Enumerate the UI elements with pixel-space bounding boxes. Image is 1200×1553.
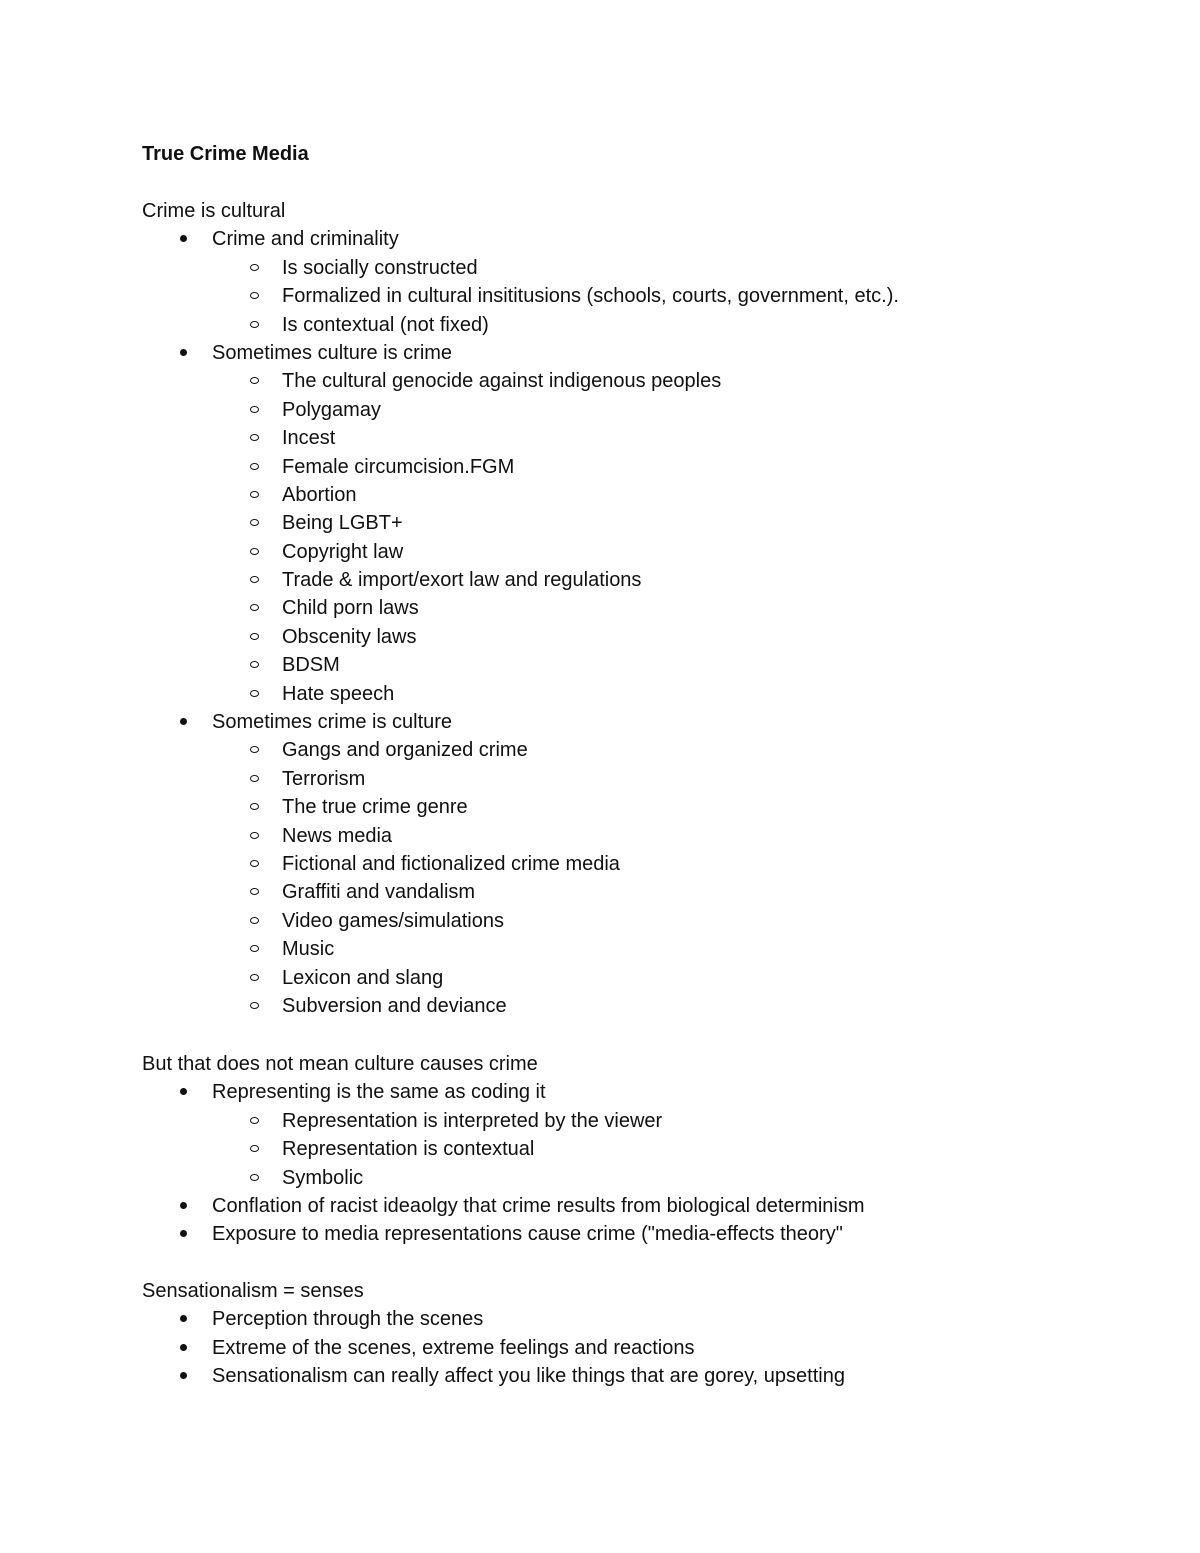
list-item: Is contextual (not fixed): [142, 311, 1142, 339]
circle-bullet-icon: [250, 321, 259, 328]
document-title: True Crime Media: [142, 143, 309, 165]
list-item: Copyright law: [142, 538, 1142, 566]
circle-bullet-icon: [250, 633, 259, 640]
list-item: Sometimes crime is culture: [142, 708, 1142, 736]
circle-bullet-icon: [250, 463, 259, 470]
list-item: Music: [142, 935, 1142, 963]
bullet-icon: [180, 1344, 187, 1351]
list-item: BDSM: [142, 651, 1142, 679]
list-item: Obscenity laws: [142, 623, 1142, 651]
circle-bullet-icon: [250, 434, 259, 441]
list-item: Video games/simulations: [142, 907, 1142, 935]
section-sensationalism: [142, 1277, 1142, 1391]
circle-bullet-icon: [250, 917, 259, 924]
list-item: Hate speech: [142, 680, 1142, 708]
section-heading: But that does not mean culture causes crime: [142, 1053, 538, 1075]
circle-bullet-icon: [250, 945, 259, 952]
section-heading: Sensationalism = senses: [142, 1280, 364, 1302]
bullet-icon: [180, 349, 187, 356]
list-item: Graffiti and vandalism: [142, 878, 1142, 906]
list-item: Crime and criminality: [142, 225, 1142, 253]
bullet-icon: [180, 1230, 187, 1237]
section-crime-is-cultural: [142, 197, 1142, 1020]
list-item: Representation is contextual: [142, 1135, 1142, 1163]
list-item: Is socially constructed: [142, 254, 1142, 282]
circle-bullet-icon: [250, 406, 259, 413]
circle-bullet-icon: [250, 548, 259, 555]
circle-bullet-icon: [250, 661, 259, 668]
circle-bullet-icon: [250, 292, 259, 299]
circle-bullet-icon: [250, 1145, 259, 1152]
bullet-icon: [180, 1372, 187, 1379]
list-item: Terrorism: [142, 765, 1142, 793]
circle-bullet-icon: [250, 775, 259, 782]
list-item: Sometimes culture is crime: [142, 339, 1142, 367]
circle-bullet-icon: [250, 1002, 259, 1009]
circle-bullet-icon: [250, 1174, 259, 1181]
circle-bullet-icon: [250, 377, 259, 384]
list-item: Perception through the scenes: [142, 1305, 1142, 1333]
circle-bullet-icon: [250, 746, 259, 753]
list-item: Sensationalism can really affect you like things that are gorey, upsetting: [142, 1362, 1142, 1390]
list-item: Abortion: [142, 481, 1142, 509]
circle-bullet-icon: [250, 832, 259, 839]
circle-bullet-icon: [250, 690, 259, 697]
circle-bullet-icon: [250, 803, 259, 810]
list-item: Lexicon and slang: [142, 964, 1142, 992]
list-item: Symbolic: [142, 1164, 1142, 1192]
list-item: News media: [142, 822, 1142, 850]
circle-bullet-icon: [250, 974, 259, 981]
list-item: Being LGBT+: [142, 509, 1142, 537]
circle-bullet-icon: [250, 888, 259, 895]
bullet-icon: [180, 1202, 187, 1209]
section-heading: Crime is cultural: [142, 200, 286, 222]
list-item: Fictional and fictionalized crime media: [142, 850, 1142, 878]
circle-bullet-icon: [250, 519, 259, 526]
bullet-icon: [180, 1088, 187, 1095]
circle-bullet-icon: [250, 576, 259, 583]
list-item: Incest: [142, 424, 1142, 452]
circle-bullet-icon: [250, 491, 259, 498]
bullet-icon: [180, 718, 187, 725]
circle-bullet-icon: [250, 1117, 259, 1124]
bullet-icon: [180, 235, 187, 242]
list-item: Representation is interpreted by the viewer: [142, 1107, 1142, 1135]
list-item: Trade & import/exort law and regulations: [142, 566, 1142, 594]
circle-bullet-icon: [250, 604, 259, 611]
section-culture-causes-crime: [142, 1050, 1142, 1249]
list-item: Formalized in cultural insititusions (schools, courts, government, etc.).: [142, 282, 1142, 310]
list-item: The cultural genocide against indigenous peoples: [142, 367, 1142, 395]
list-item: Extreme of the scenes, extreme feelings and reactions: [142, 1334, 1142, 1362]
circle-bullet-icon: [250, 860, 259, 867]
list-item: Representing is the same as coding it: [142, 1078, 1142, 1106]
list-item: The true crime genre: [142, 793, 1142, 821]
list-item: Exposure to media representations cause crime ("media-effects theory": [142, 1220, 1142, 1248]
list-item: Conflation of racist ideaolgy that crime results from biological determinism: [142, 1192, 1142, 1220]
bullet-icon: [180, 1315, 187, 1322]
list-item: Gangs and organized crime: [142, 736, 1142, 764]
circle-bullet-icon: [250, 264, 259, 271]
list-item: Polygamay: [142, 396, 1142, 424]
list-item: Child porn laws: [142, 594, 1142, 622]
list-item: Female circumcision.FGM: [142, 453, 1142, 481]
list-item: Subversion and deviance: [142, 992, 1142, 1020]
